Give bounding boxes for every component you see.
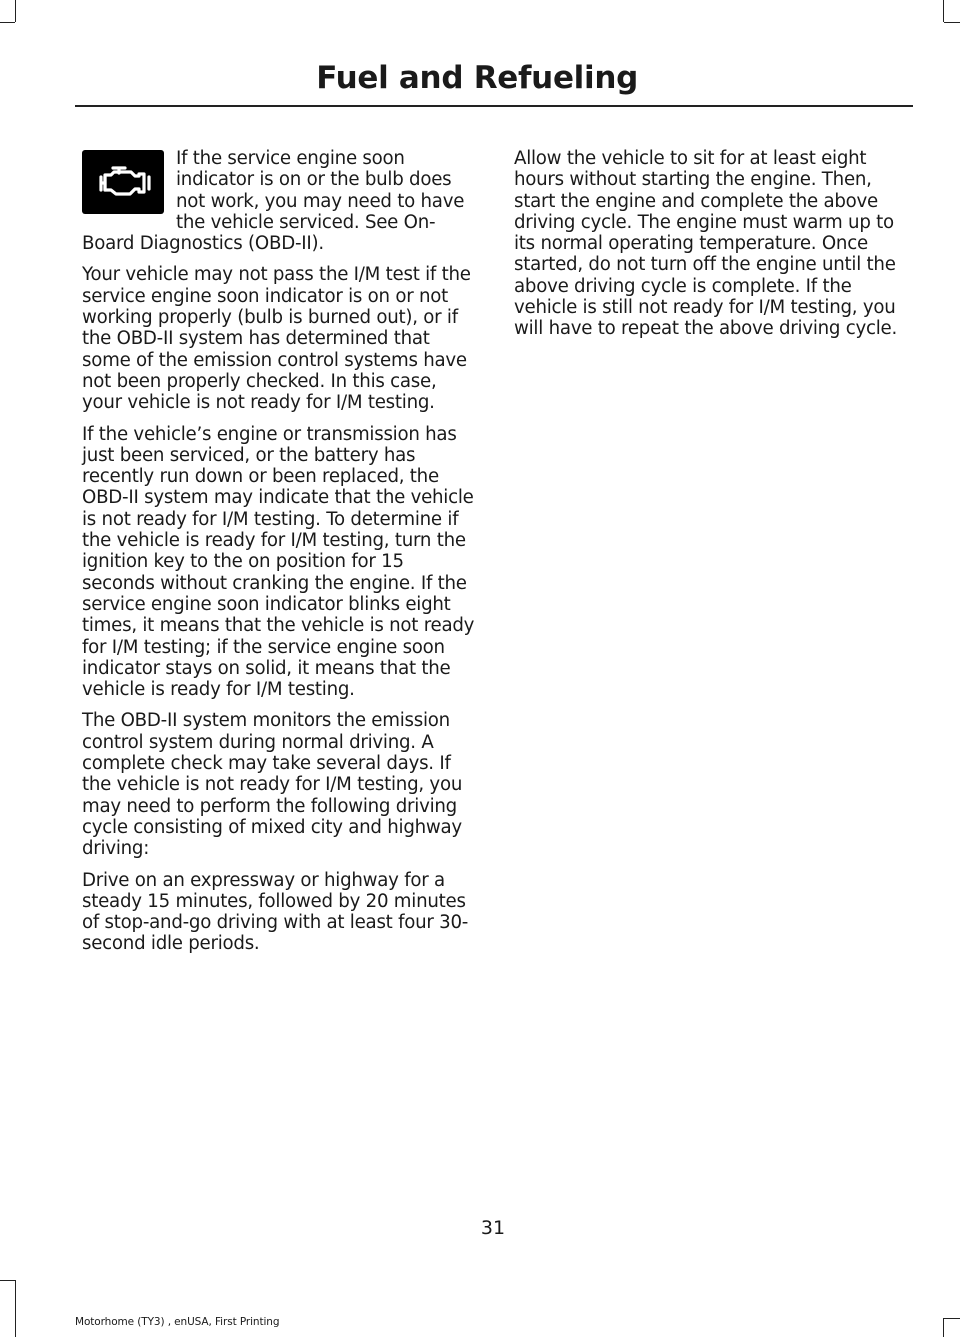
header-divider [75, 105, 913, 107]
body-paragraph: Drive on an expressway or highway for a steady 15 minutes, followed by 20 minutes of stop-and-go driving with at least four 30-second idle periods. [82, 869, 469, 955]
crop-mark [943, 0, 944, 22]
crop-mark [943, 1318, 944, 1337]
body-paragraph: Allow the vehicle to sit for at least eight hours without starting the engine. Then, start the engine and complete the above driving cycle. The engine must warm up to its normal operating temperature. Once started, do not turn off the engine until the above driving cycle is complete. If the vehicle is still not ready for I/M testing, you will have to repeat the above driving cycle. [514, 148, 898, 340]
page-title: Fuel and Refueling [316, 60, 638, 96]
crop-mark [944, 22, 960, 23]
body-paragraph: Your vehicle may not pass the I/M test if the service engine soon indicator is on or not working properly (bulb is burned out), or if the OBD-II system has determined that some of the emission control systems have not been properly checked. In this case, your vehicle is not ready for I/M testing. [82, 264, 471, 414]
crop-mark [0, 1280, 15, 1281]
intro-paragraph [82, 148, 477, 254]
check-engine-icon [82, 150, 164, 214]
footer-text: Motorhome (TY3) , enUSA, First Printing [75, 1316, 280, 1328]
crop-mark [15, 1280, 16, 1337]
body-paragraph: The OBD-II system monitors the emission control system during normal driving. A complete check may take several days. If the vehicle is not ready for I/M testing, you may need to perform the following driving cycle consisting of mixed city and highway driving: [82, 710, 463, 860]
left-column [82, 148, 477, 965]
crop-mark [15, 0, 16, 22]
right-column [514, 148, 912, 350]
crop-mark [944, 1318, 960, 1319]
body-paragraph: If the vehicle’s engine or transmission has just been serviced, or the battery has recently run down or been replaced, the OBD-II system may indicate that the vehicle is not ready for I/M testing. To determine if the vehicle is ready for I/M testing, turn the ignition key to the on position for 15 seconds without cranking the engine. If the service engine soon indicator blinks eight times, it means that the vehicle is not ready for I/M testing; if the service engine soon indicator stays on solid, it means that the vehicle is ready for I/M testing. [82, 423, 475, 701]
page-number: 31 [480, 1217, 506, 1239]
crop-mark [0, 22, 15, 23]
intro-text: If the service engine soon indicator is on or the bulb does not work, you may need to have the vehicle serviced. See On-Board Diagnostics (OBD-II). [82, 148, 465, 255]
